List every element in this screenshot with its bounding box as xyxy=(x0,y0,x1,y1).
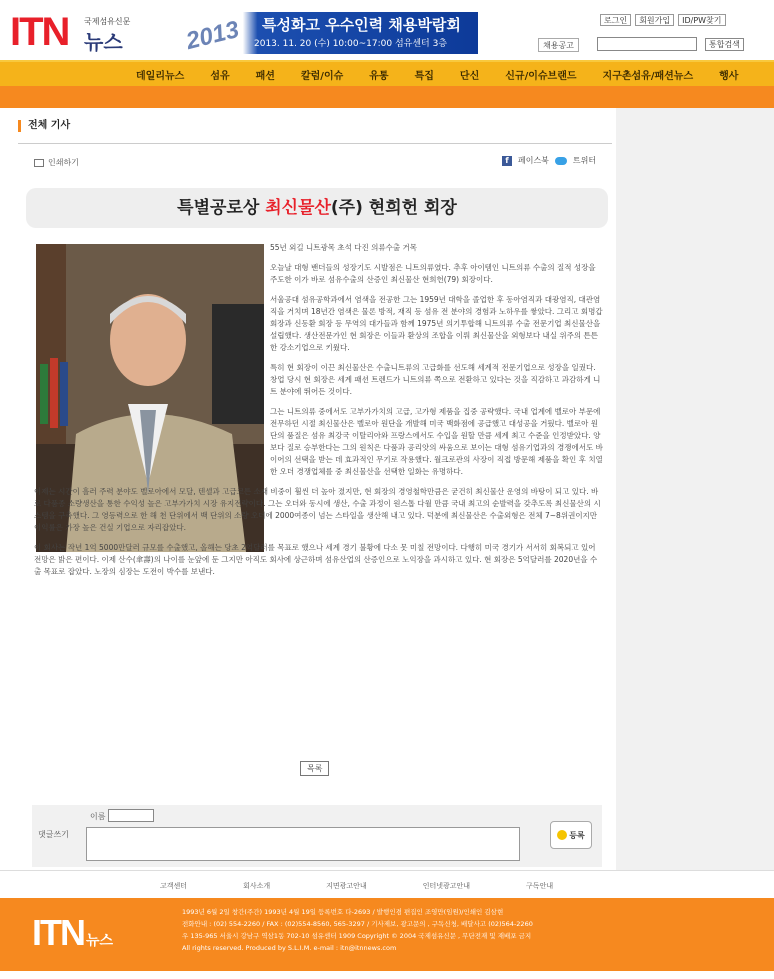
sub-nav-bar xyxy=(0,86,774,108)
nav-item-events[interactable]: 행사 xyxy=(719,71,739,82)
site-footer xyxy=(0,898,774,971)
find-idpw-link[interactable]: ID/PW찾기 xyxy=(678,14,725,26)
smile-icon xyxy=(557,830,567,840)
article-paragraph: 이 회사는 작년 1억 5000만달러 규모를 수출했고, 올해는 당초 2억달러를 목표로 했으나 세계 경기 불황에 다소 못 미칠 전망이다. 다행히 미국 경기가 서서히 회복되고 있어 전망은 밝은 편이다. 이제 산수(傘壽)의 나이를 눈앞에 둔 그지만 아직도 회사에 상근하며 섬유산업의 산증인으로 노익장을 과시하고 있다. 현 회장은 5억달러를 2020년을 수출 목표로 잡았다. 노장의 심장는 도전이 박수를 보낸다. xyxy=(34,543,598,576)
nav-item-brief[interactable]: 단신 xyxy=(459,71,480,82)
article-paragraph: 그는 니트의류 중에서도 고부가가치의 고급, 고가형 제품을 집중 공략했다. 국내 업계에 벨로아 부문에 전무하던 시절 최신물산은 벨로아 원단을 개발해 미국 백화점에 공급했고 대성공을 거뒀다. 벨로아 원단의 품질은 섬유 최강국 이탈리아와 프랑스에서도 수입을 원할 만큼 세계 최고 수준을 인정받았다. 양보다 질로 승부한다는 그의 원칙은 다품과 공리앗의 싸움으로 보이는 대형 섬유기업과의 경쟁에서도 바이어의 선택을 받는 데 효과적인 무기로 작용했다. 월크로관의 사장이 직접 방문해 제품을 확인 후 치열한 오더 경쟁업체를 중 최신물산을 선택한 일화는 유명하다. xyxy=(270,407,603,476)
article-paragraph: 서울공대 섬유공학과에서 염색을 전공한 그는 1959년 대학을 졸업한 후 동아염직과 대광염직, 대관염직을 거치며 18년간 염색은 물론 방적, 재직 등 섬유 전 분야의 경험과 노하우를 쌓았다. 그리고 회명갑 회장과 신동환 회장 등 무역의 대가들과 함께 1975년 의기투합해 니트의류 수출 전문기업 최신물산을 설립했다. 생산전문가인 현 회장은 이들과 환상의 조합을 이뤄 최신물산을 외형보다 내실 위주의 튼튼한 강소기업으로 키웠다. xyxy=(270,295,603,352)
facebook-label[interactable]: 페이스북 xyxy=(518,156,549,165)
facebook-icon[interactable]: f xyxy=(502,156,512,166)
footer-link-web-ad[interactable]: 인터넷광고안내 xyxy=(422,882,471,890)
site-logo[interactable] xyxy=(10,10,131,54)
nav-item-column[interactable]: 칼럼/이슈 xyxy=(300,71,344,82)
print-link[interactable] xyxy=(34,157,79,168)
event-banner[interactable] xyxy=(184,12,478,54)
banner-date: 2013. 11. 20 (수) 10:00~17:00 섬유센터 3층 xyxy=(254,39,448,49)
right-sidebar xyxy=(616,108,774,870)
name-label: 이름 xyxy=(90,812,106,821)
search-input[interactable] xyxy=(597,37,697,51)
article-body xyxy=(34,242,604,586)
comment-textarea[interactable] xyxy=(86,827,520,861)
nav-item-global-news[interactable]: 지구촌섬유/패션뉴스 xyxy=(602,71,694,82)
headline-text-pre: 특별공로상 xyxy=(177,198,266,218)
twitter-icon[interactable] xyxy=(555,157,567,165)
article-paragraph: 특히 현 회장이 이끈 최신물산은 수출니트류의 고급화를 선도해 세계적 전문기업으로 성장을 일궜다. 창업 당시 현 회장은 세계 패션 트렌드가 니트의류 쪽으로 전환하고 있다는 것을 직감하고 과감하게 니트 분야에 뛰어든 것이다. xyxy=(270,363,601,396)
footer-info-line: 1993년 6월 2일 창간(주간) 1993년 4월 19일 등록번호 다-2693 / 발행인겸 편집인 조영만(임원)/인쇄인 김삼현 xyxy=(182,908,504,916)
list-button[interactable]: 목록 xyxy=(300,761,329,776)
article-subtitle: 55년 외길 니트광목 초석 다진 의류수출 거목 xyxy=(270,243,418,252)
article-headline xyxy=(26,188,608,228)
footer-link-about[interactable]: 회사소개 xyxy=(243,882,271,890)
signup-link[interactable]: 회원가입 xyxy=(635,14,674,26)
footer-info-line: 전화안내 : (02) 554-2260 / FAX : (02)554-8560, 565-3297 / 기사제보, 광고문의 , 구독신청, 배달사고 (02)564-2260 xyxy=(182,920,533,928)
name-input[interactable] xyxy=(108,809,154,822)
nav-item-daily-news[interactable]: 데일리뉴스 xyxy=(136,71,185,82)
headline-text-post: (주) 현희헌 회장 xyxy=(330,198,457,218)
section-title: 전체 기사 xyxy=(18,120,70,132)
submit-comment-button[interactable] xyxy=(550,821,592,849)
comment-form xyxy=(32,805,602,867)
banner-year: 2013 xyxy=(183,15,242,56)
footer-link-print-ad[interactable]: 지면광고안내 xyxy=(326,882,367,890)
login-link[interactable]: 로그인 xyxy=(600,14,631,26)
top-links xyxy=(600,14,726,26)
footer-link-support[interactable]: 고객센터 xyxy=(160,882,188,890)
print-label: 인쇄하기 xyxy=(48,158,79,167)
banner-title: 특성화고 우수인력 채용박람회 xyxy=(262,16,461,34)
nav-item-feature[interactable]: 특집 xyxy=(414,71,434,82)
headline-company: 최신물산 xyxy=(265,198,331,218)
logo-text: ITN xyxy=(10,10,69,54)
footer-logo-text: ITN xyxy=(32,912,84,953)
twitter-label[interactable]: 트위터 xyxy=(572,156,597,165)
footer-links xyxy=(0,870,774,898)
section-divider xyxy=(18,143,612,144)
nav-item-retail[interactable]: 유통 xyxy=(369,71,389,82)
social-share xyxy=(502,155,596,166)
submit-label: 등록 xyxy=(569,830,585,840)
footer-logo xyxy=(32,912,113,954)
logo-subtitle: 국제섬유신문 xyxy=(84,17,131,26)
nav-item-textile[interactable]: 섬유 xyxy=(210,71,230,82)
nav-item-new-brand[interactable]: 신규/이슈브랜드 xyxy=(505,71,577,82)
main-nav xyxy=(0,60,774,86)
nav-item-fashion[interactable]: 패션 xyxy=(255,71,275,82)
footer-link-subscribe[interactable]: 구독안내 xyxy=(526,882,554,890)
logo-name: 뉴스 xyxy=(84,30,123,54)
footer-info xyxy=(182,906,762,954)
article-paragraph: 이제는 시간이 흘러 주력 분야도 벨로아에서 모달, 텐셀과 고급코튼 소재 비중이 훨씬 더 높아 졌지만, 현 회장의 경영철학만큼은 굳건히 최신물산 운영의 바탕이 되고 있다. 바로 다품종 소량생산을 통한 수익성 높은 고부가가치 시장 유지전략이다. 그는 오더와 동시에 생산, 수출 과정이 원스톱 다월 만큼 국내 최고의 순발력을 갖추도록 최신물산의 시스템을 구축했다. 그 영등력으로 한 해 천 단위에서 백 단위의 소량 오더에 2000여종이 넘는 스타일을 생산해 내고 있다. 덕분에 최신물산은 수출외형은 전체 7~8위권이지만 이익률은 가장 높은 건실 기업으로 자리잡았다. xyxy=(34,487,601,532)
site-header xyxy=(0,0,774,60)
comment-label: 댓글쓰기 xyxy=(38,830,69,839)
printer-icon xyxy=(34,159,44,167)
footer-info-line: All rights reserved. Produced by S.L.I.M. e-mail : itn@itnnews.com xyxy=(182,944,397,952)
job-ad-button[interactable]: 채용공고 xyxy=(538,38,579,52)
article-paragraph: 오늘날 대형 밴더들의 성장기도 시발점은 니트의류였다. 추후 아이템인 니트의류 수출의 질적 성장을 주도한 이가 바로 섬유수출의 산증인 최신물산 현희헌(79) 회장이다. xyxy=(270,263,596,284)
footer-logo-name: 뉴스 xyxy=(86,933,114,949)
search-button[interactable]: 통합검색 xyxy=(705,38,744,51)
footer-info-line: 우 135-965 서울시 강남구 역삼1동 702-10 섬유센터 1909 Copyright © 2004 국제섬유신문 , 무단전재 및 재배포 금지 xyxy=(182,932,532,940)
